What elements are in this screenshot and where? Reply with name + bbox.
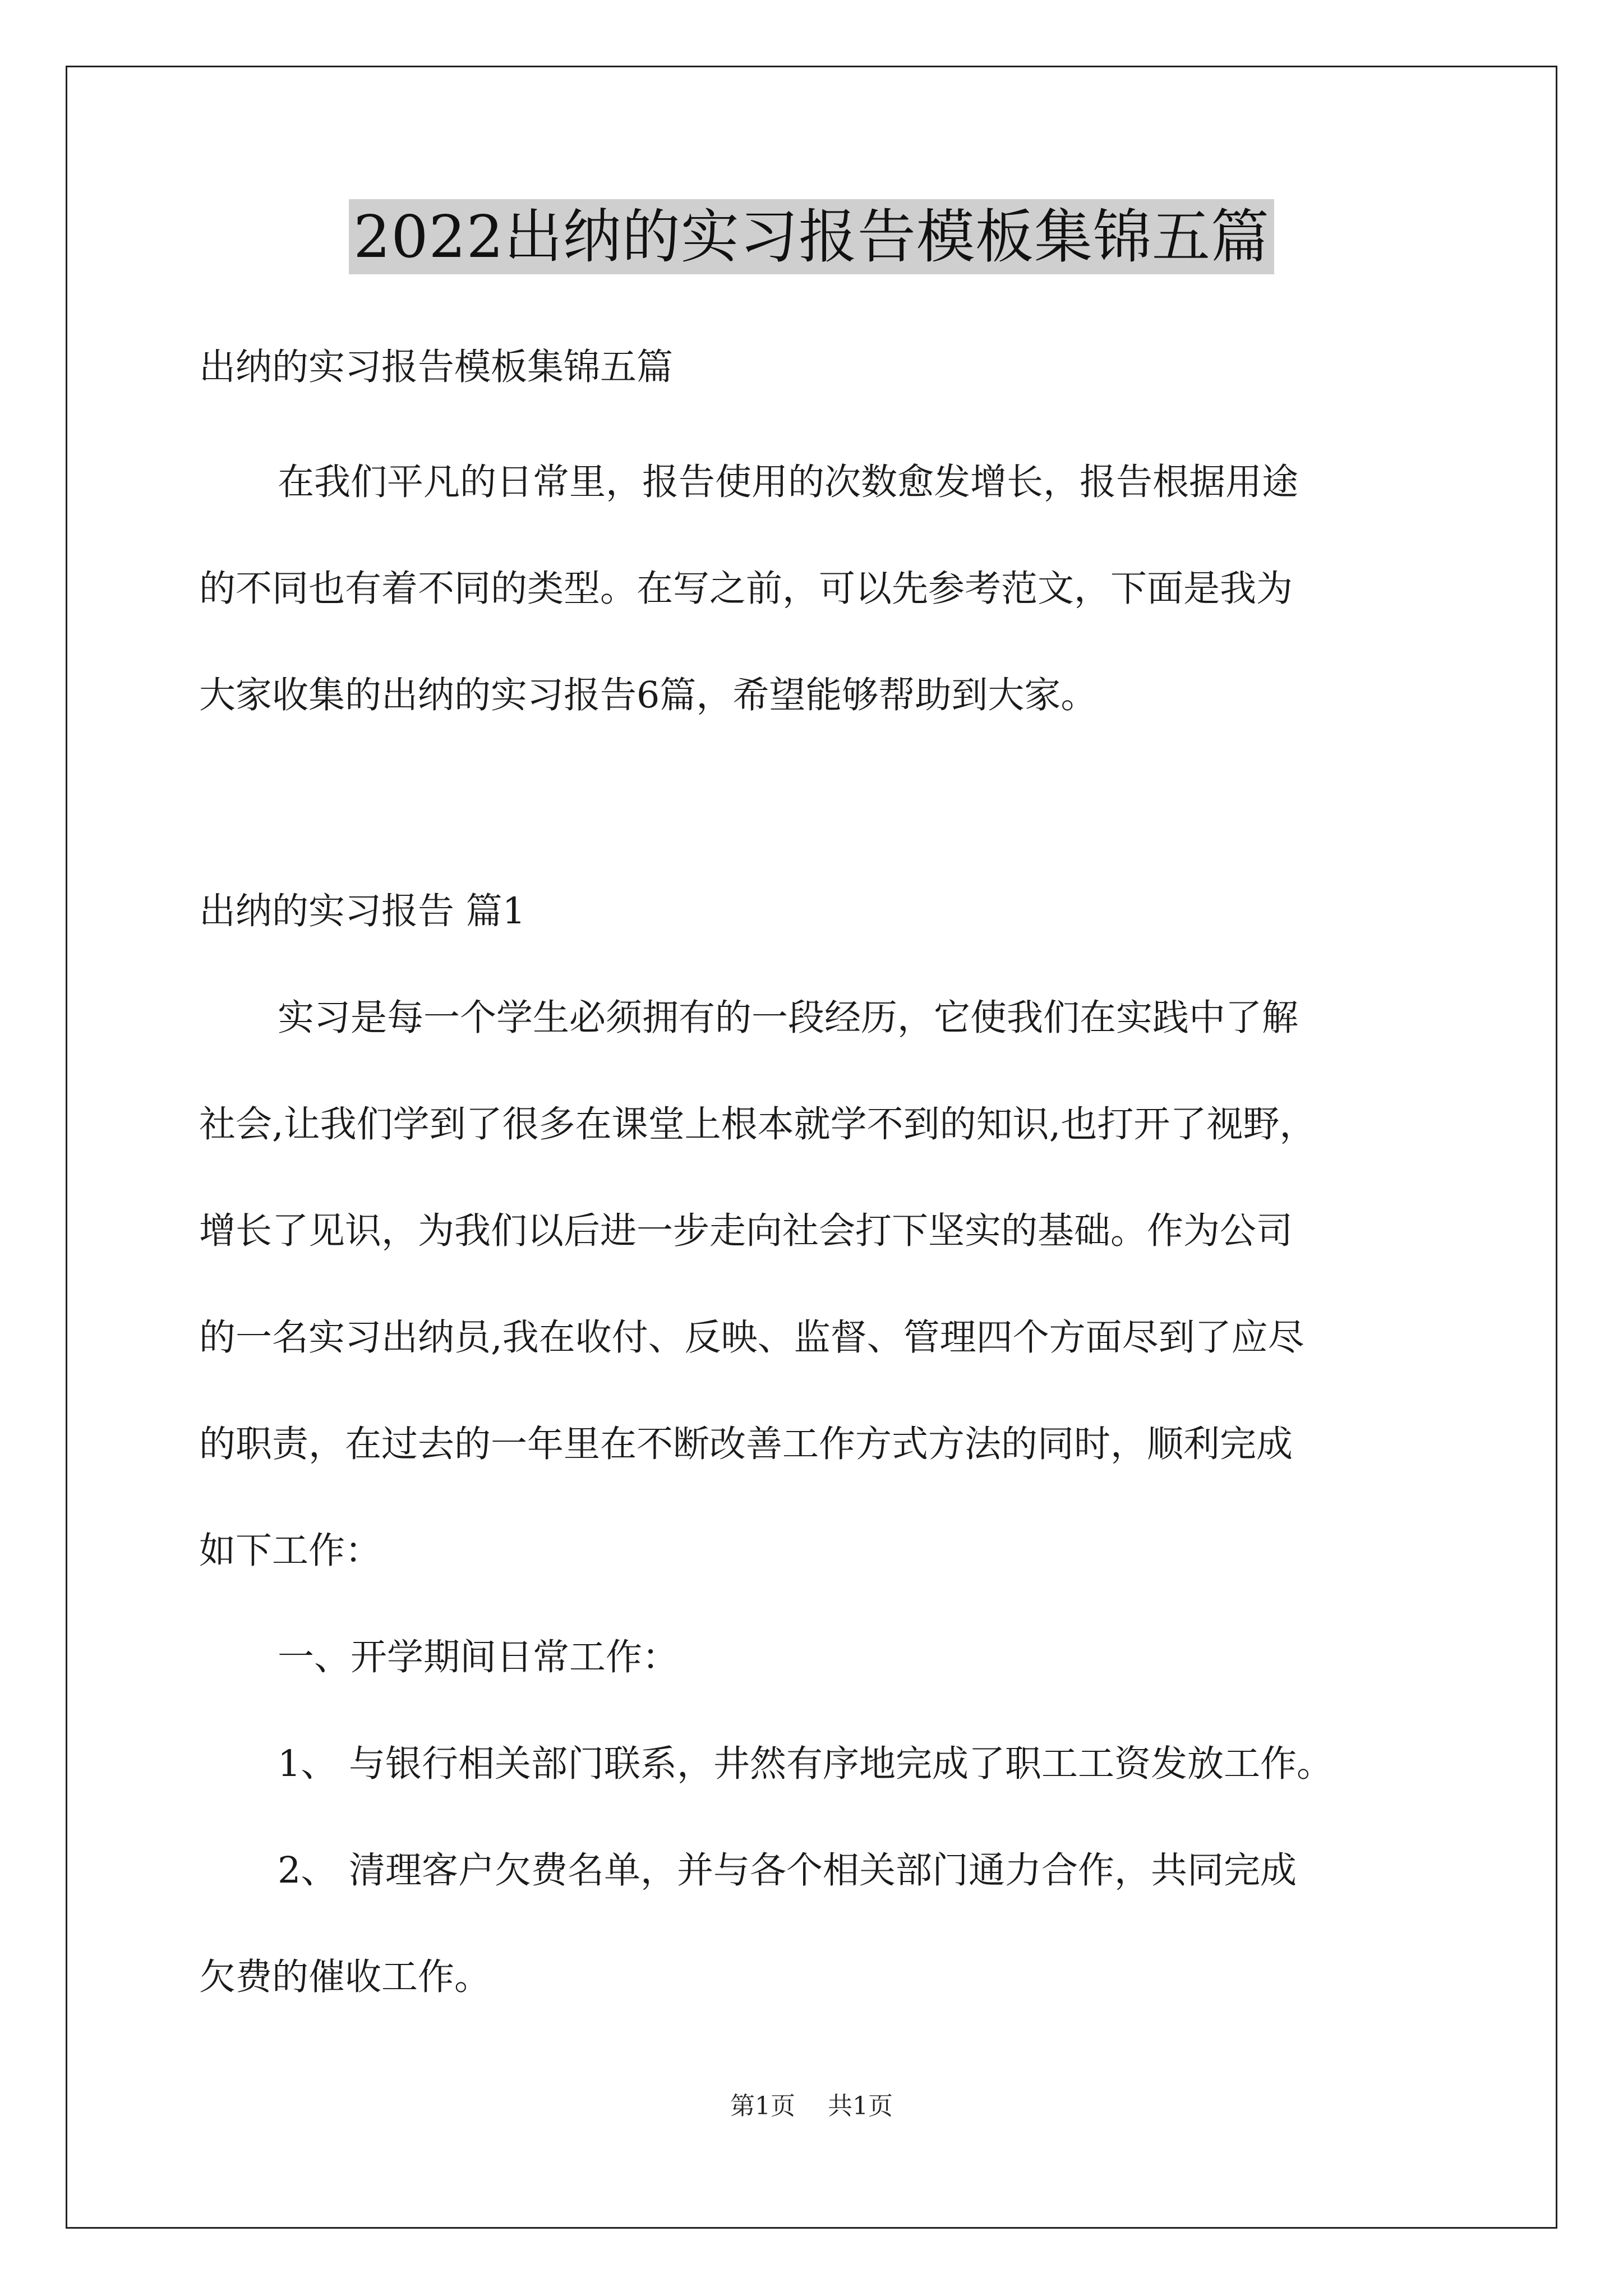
page-footer: [0, 2090, 1623, 2123]
intro-line-3: 大家收集的出纳的实习报告6篇，希望能够帮助到大家。: [199, 674, 1098, 716]
section-line-4: 的一名实习出纳员,我在收付、反映、监督、管理四个方面尽到了应尽: [199, 1317, 1304, 1359]
item-heading: 一、开学期间日常工作：: [278, 1636, 679, 1678]
section-line-5: 的职责，在过去的一年里在不断改善工作方式方法的同时，顺利完成: [199, 1423, 1293, 1465]
page-number-current: 第1页: [730, 2092, 795, 2120]
section-line-3: 增长了见识，为我们以后进一步走向社会打下坚实的基础。作为公司: [199, 1210, 1293, 1252]
intro-line-1: 在我们平凡的日常里，报告使用的次数愈发增长，报告根据用途: [278, 461, 1299, 503]
section-heading: 出纳的实习报告 篇1: [199, 890, 526, 932]
section-line-6: 如下工作：: [199, 1530, 382, 1572]
intro-line-2: 的不同也有着不同的类型。在写之前，可以先参考范文，下面是我为: [199, 568, 1293, 610]
item-2-line-1: 2、 清理客户欠费名单，并与各个相关部门通力合作，共同完成: [278, 1849, 1297, 1892]
title-wrap: [0, 199, 1623, 274]
section-line-2: 社会,让我们学到了很多在课堂上根本就学不到的知识,也打开了视野，: [199, 1103, 1316, 1145]
document-subtitle: 出纳的实习报告模板集锦五篇: [199, 346, 674, 388]
document-title: 2022出纳的实习报告模板集锦五篇: [349, 199, 1274, 274]
item-1: 1、 与银行相关部门联系，井然有序地完成了职工工资发放工作。: [278, 1743, 1334, 1785]
section-line-1: 实习是每一个学生必须拥有的一段经历，它使我们在实践中了解: [278, 997, 1299, 1039]
page-number-total: 共1页: [828, 2092, 893, 2120]
item-2-line-2: 欠费的催收工作。: [199, 1956, 491, 1998]
